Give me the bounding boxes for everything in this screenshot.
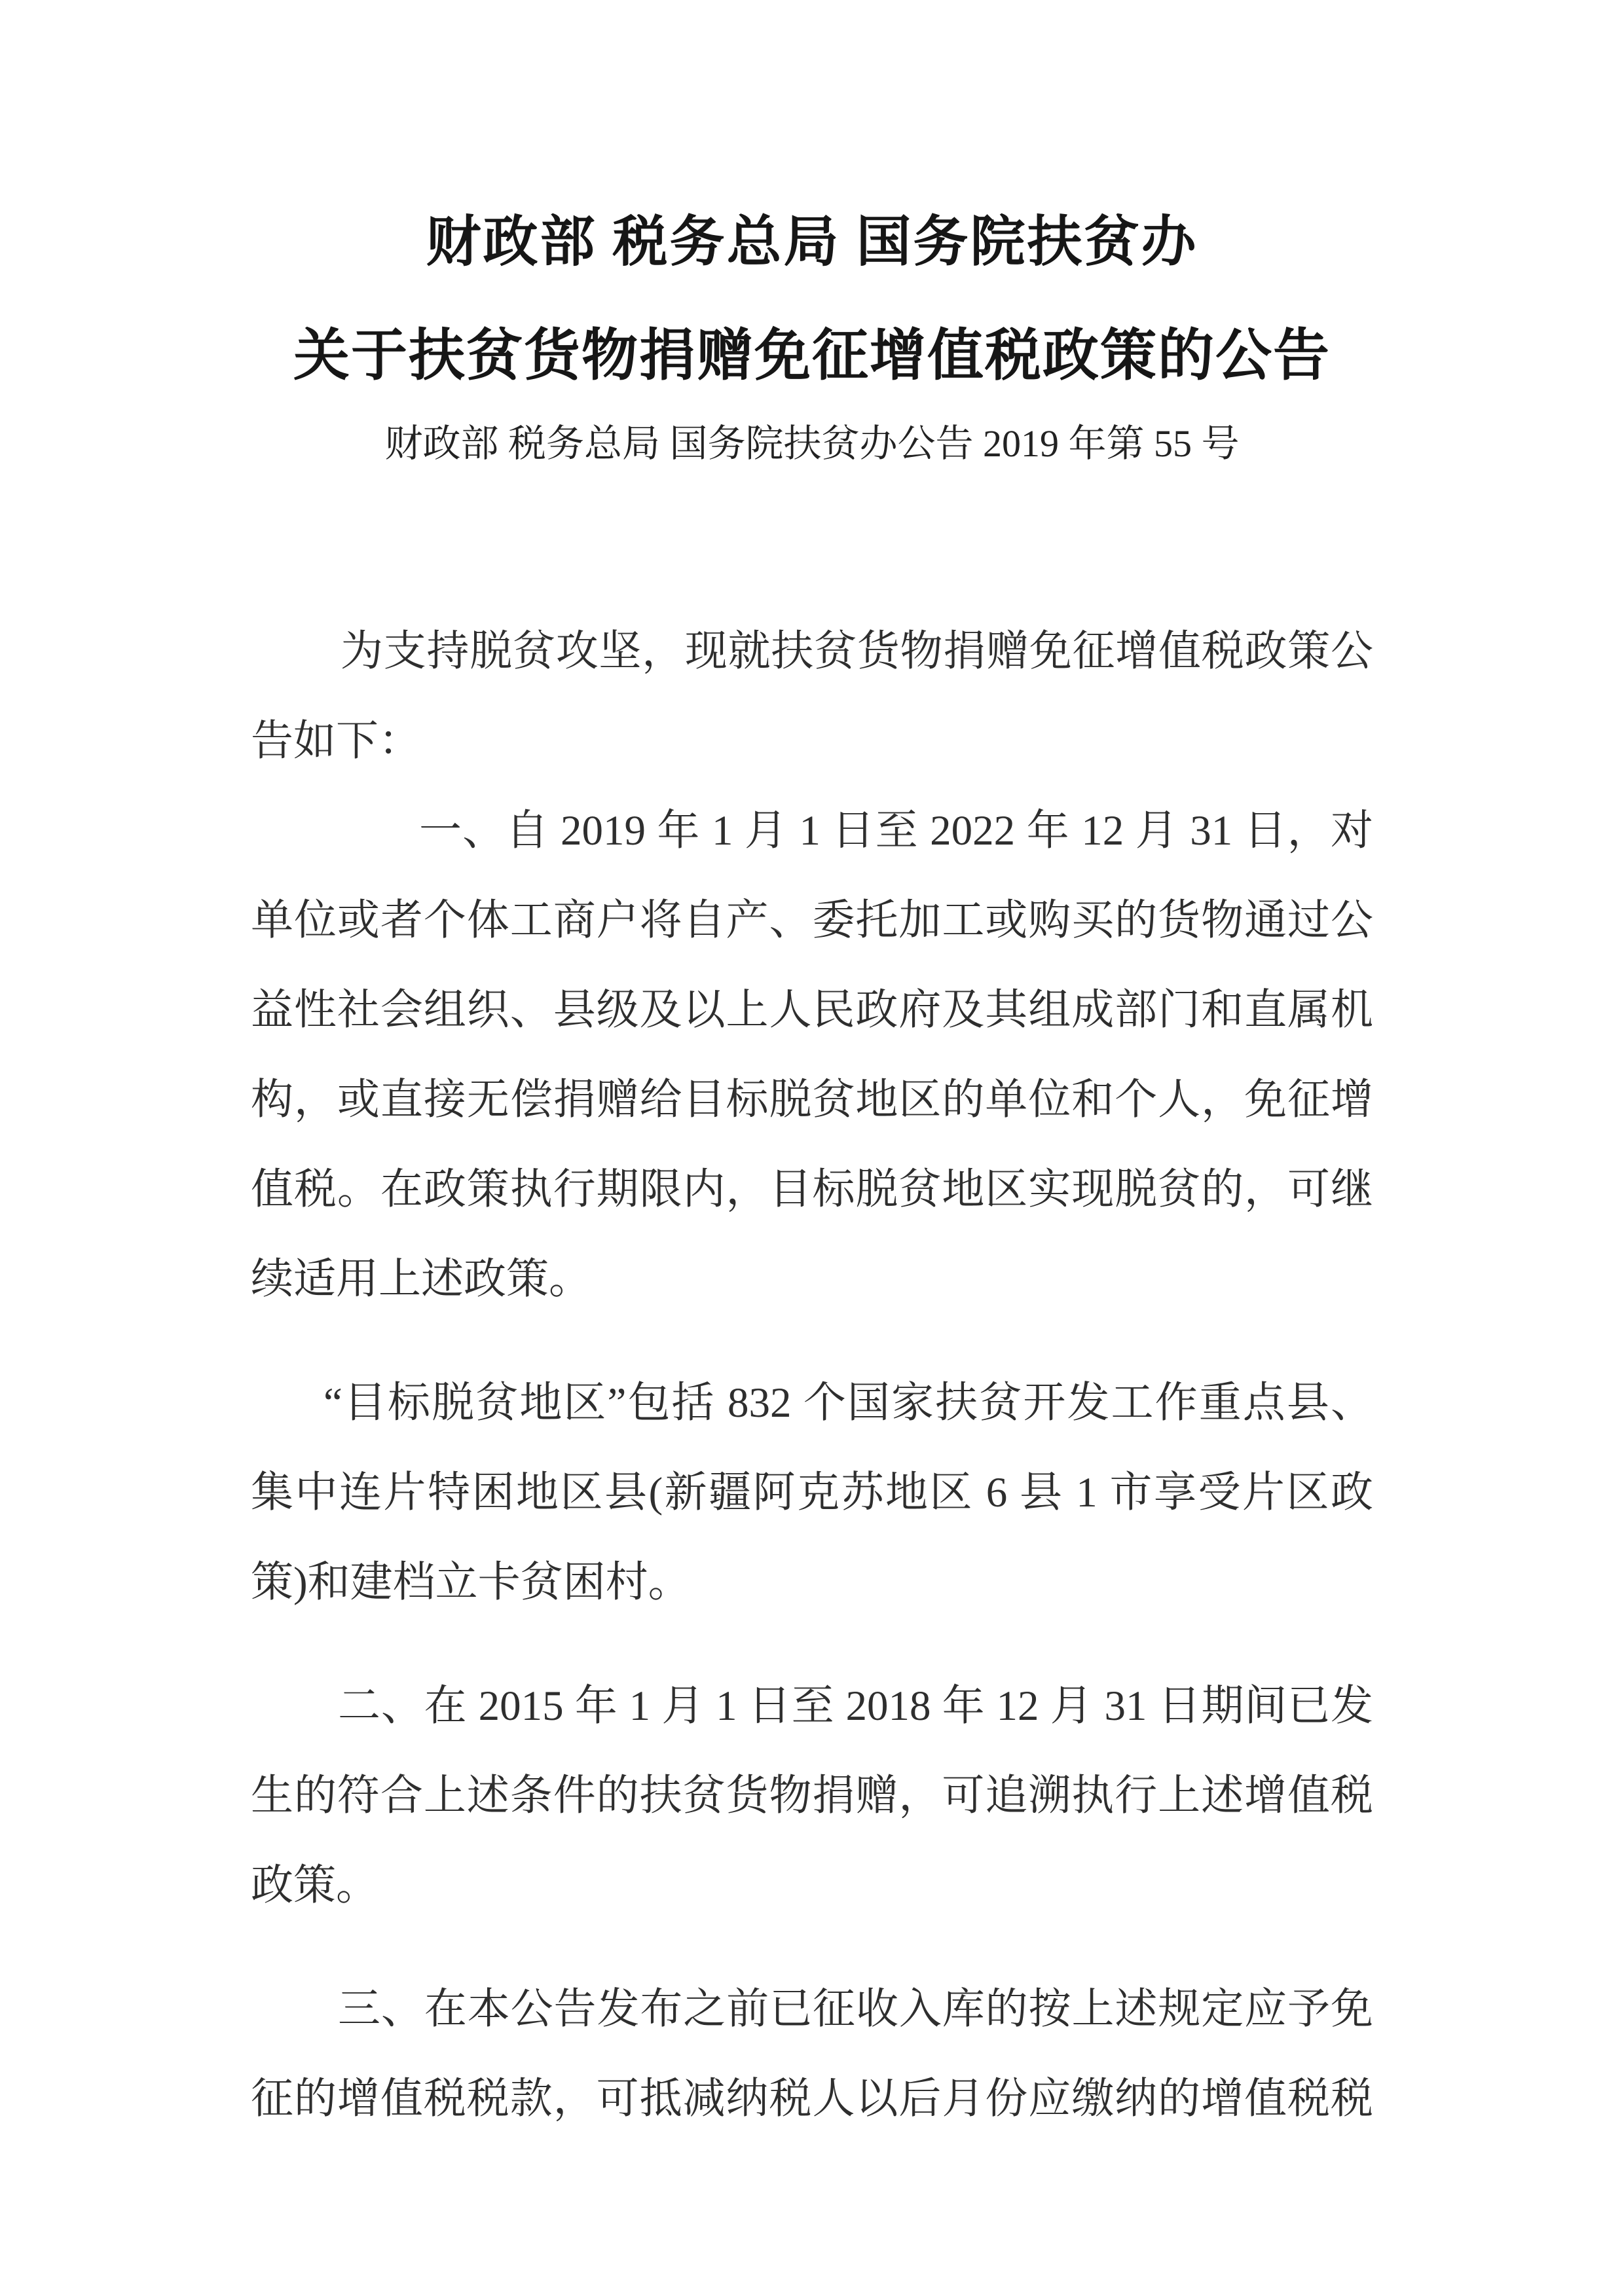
document-number: 财政部 税务总局 国务院扶贫办公告 2019 年第 55 号	[384, 422, 1240, 465]
body-line: 告如下：	[251, 718, 422, 765]
body-line: 二、在 2015 年 1 月 1 日至 2018 年 12 月 31 日期间已发	[338, 1683, 1373, 1730]
body-line: 集中连片特困地区县(新疆阿克苏地区 6 县 1 市享受片区政	[251, 1469, 1373, 1516]
body-line: 一、自 2019 年 1 月 1 日至 2022 年 12 月 31 日，对	[419, 807, 1373, 854]
body-line: 生的符合上述条件的扶贫货物捐赠，可追溯执行上述增值税	[251, 1772, 1373, 1819]
document-body	[251, 607, 1373, 2144]
body-line: 政策。	[251, 1862, 379, 1909]
body-line: 策)和建档立卡贫困村。	[251, 1559, 691, 1606]
body-line: “目标脱贫地区”包括 832 个国家扶贫开发工作重点县、	[323, 1379, 1373, 1427]
body-line: 值税。在政策执行期限内，目标脱贫地区实现脱贫的，可继	[251, 1166, 1373, 1213]
body-line: 续适用上述政策。	[251, 1256, 592, 1303]
body-line: 征的增值税税款，可抵减纳税人以后月份应缴纳的增值税税	[251, 2075, 1373, 2123]
body-line: 单位或者个体工商户将自产、委托加工或购买的货物通过公	[251, 897, 1373, 944]
body-line: 为支持脱贫攻坚，现就扶贫货物捐赠免征增值税政策公	[341, 628, 1373, 675]
document-title: 财政部 税务总局 国务院扶贫办	[426, 212, 1198, 273]
body-line: 构，或直接无偿捐赠给目标脱贫地区的单位和个人，免征增	[251, 1076, 1373, 1123]
body-line: 益性社会组织、县级及以上人民政府及其组成部门和直属机	[251, 987, 1373, 1034]
body-line: 三、在本公告发布之前已征收入库的按上述规定应予免	[338, 1986, 1373, 2033]
document-subtitle: 关于扶贫货物捐赠免征增值税政策的公告	[293, 324, 1331, 387]
